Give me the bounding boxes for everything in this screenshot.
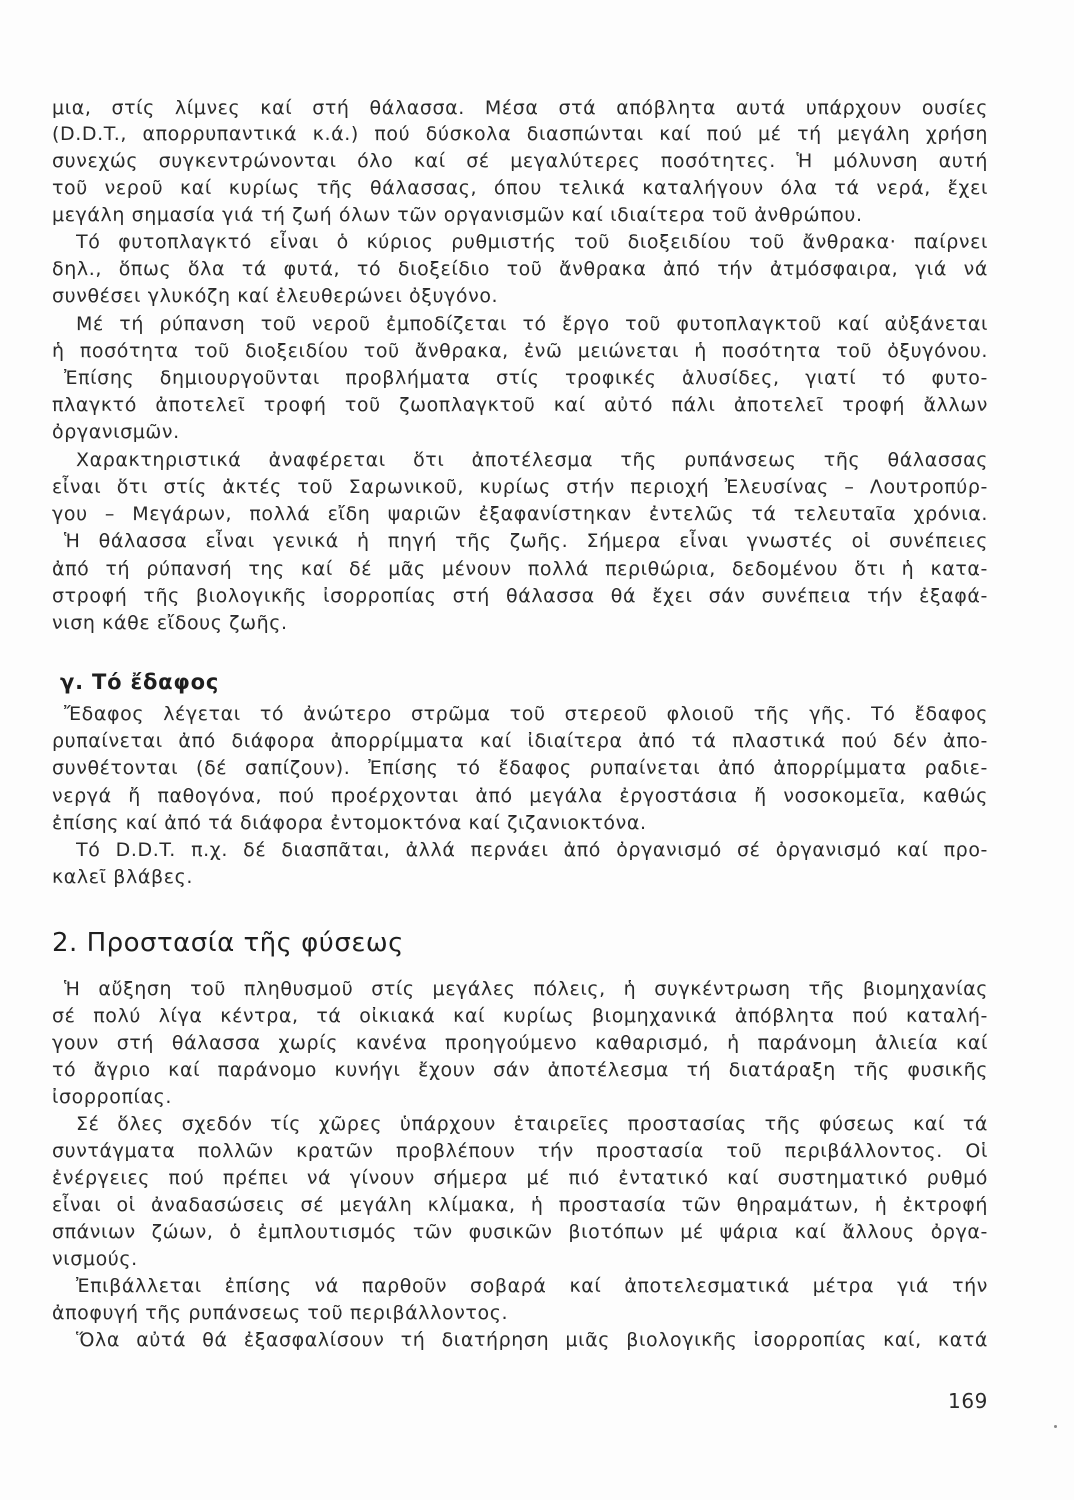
text-line: συνθέτονται (δέ σαπίζουν). Ἐπίσης τό ἔδαφος ρυπαίνεται ἀπό ἀπορρίμματα ραδιε- (52, 757, 988, 779)
text-line: ἐνέργειες πού πρέπει νά γίνουν σήμερα μέ πιό ἐντατικό καί συστηματικό ρυθμό (52, 1167, 988, 1189)
text-line: Ἔδαφος λέγεται τό ἀνώτερο στρῶμα τοῦ στερεοῦ φλοιοῦ τῆς γῆς. Τό ἔδαφος (64, 703, 988, 725)
text-line: Ὅλα αὐτά θά ἐξασφαλίσουν τή διατήρηση μιᾶς βιολογικῆς ἰσορροπίας καί, κατά (76, 1329, 988, 1351)
text-line: Ἐπίσης δημιουργοῦνται προβλήματα στίς τροφικές ἁλυσίδες, γιατί τό φυτο- (64, 367, 988, 389)
text-line: ἡ ποσότητα τοῦ διοξειδίου τοῦ ἄνθρακα, ἐνῶ μειώνεται ἡ ποσότητα τοῦ ὀξυγόνου. (52, 340, 988, 362)
text-line: Ἡ αὔξηση τοῦ πληθυσμοῦ στίς μεγάλες πόλεις, ἡ συγκέντρωση τῆς βιομηχανίας (64, 978, 988, 1000)
text-line: ἀποφυγή τῆς ρυπάνσεως τοῦ περιβάλλοντος. (52, 1302, 509, 1324)
text-line: νισμούς. (52, 1248, 138, 1270)
text-line: συντάγματα πολλῶν κρατῶν προβλέπουν τήν προστασία τοῦ περιβάλλοντος. Οἱ (52, 1140, 988, 1162)
text-line: μεγάλη σημασία γιά τή ζωή όλων τῶν οργανισμῶν καί ιδιαίτερα τοῦ ἀνθρώπου. (52, 204, 863, 226)
text-line: δηλ., ὅπως ὅλα τά φυτά, τό διοξείδιο τοῦ ἄνθρακα ἀπό τήν ἀτμόσφαιρα, γιά νά (52, 258, 988, 280)
section-heading-soil: γ. Τό ἔδαφος (60, 670, 220, 694)
text-line: νεργά ἤ παθογόνα, πού προέρχονται ἀπό μεγάλα ἐργοστάσια ἤ νοσοκομεῖα, καθώς (52, 785, 988, 807)
text-line: ἀπό τή ρύπανσή της καί δέ μᾶς μένουν πολλά περιθώρια, δεδομένου ὅτι ἡ κατα- (52, 558, 988, 580)
text-line: σέ πολύ λίγα κέντρα, τά οἰκιακά καί κυρίως βιομηχανικά ἀπόβλητα πού καταλή- (52, 1005, 988, 1027)
text-line: Τό D.D.T. π.χ. δέ διασπᾶται, ἀλλά περνάει ἀπό ὀργανισμό σέ ὀργανισμό καί προ- (76, 839, 988, 861)
text-line: εἶναι ὅτι στίς ἀκτές τοῦ Σαρωνικοῦ, κυρίως στήν περιοχή Ἐλευσίνας – Λουτροπύρ- (52, 476, 988, 498)
text-line: ἰσορροπίας. (52, 1086, 173, 1108)
text-line: Σέ ὅλες σχεδόν τίς χῶρες ὑπάρχουν ἑταιρεῖες προστασίας τῆς φύσεως καί τά (76, 1113, 988, 1135)
text-line: ρυπαίνεται ἀπό διάφορα ἀπορρίμματα καί ἰδιαίτερα ἀπό τά πλαστικά πού δέν ἀπο- (52, 730, 988, 752)
text-line: Ἡ θάλασσα εἶναι γενικά ἡ πηγή τῆς ζωῆς. Σήμερα εἶναι γνωστές οἱ συνέπειες (64, 530, 988, 552)
text-line: Τό φυτοπλαγκτό εἶναι ὁ κύριος ρυθμιστής τοῦ διοξειδίου τοῦ ἄνθρακα· παίρνει (76, 231, 988, 253)
text-line: καλεῖ βλάβες. (52, 866, 193, 888)
text-line: συνθέσει γλυκόζη καί ἐλευθερώνει ὀξυγόνο. (52, 285, 499, 307)
text-line: τό ἄγριο καί παράνομο κυνήγι ἔχουν σάν ἀποτέλεσμα τή διατάραξη τῆς φυσικῆς (52, 1059, 988, 1081)
text-line: συνεχώς συγκεντρώνονται όλο καί σέ μεγαλύτερες ποσότητες. Ἡ μόλυνση αυτή (52, 150, 988, 172)
text-line: Χαρακτηριστικά ἀναφέρεται ὅτι ἀποτέλεσμα τῆς ρυπάνσεως τῆς θάλασσας (76, 449, 988, 471)
scan-speck (1054, 1425, 1057, 1428)
text-line: (D.D.T., απορρυπαντικά κ.ά.) πού δύσκολα διασπώνται καί πού μέ τή μεγάλη χρήση (52, 123, 988, 145)
text-line: εἶναι οἱ ἀναδασώσεις σέ μεγάλη κλίμακα, ἡ προστασία τῶν θηραμάτων, ἡ ἐκτροφή (52, 1194, 988, 1216)
text-line: μια, στίς λίμνες καί στή θάλασσα. Μέσα στά απόβλητα αυτά υπάρχουν ουσίες (52, 97, 988, 119)
text-line: Ἐπιβάλλεται ἐπίσης νά παρθοῦν σοβαρά καί ἀποτελεσματικά μέτρα γιά τήν (76, 1275, 988, 1297)
text-line: τοῦ νεροῦ καί κυρίως τῆς θάλασσας, όπου τελικά καταλήγουν όλα τά νερά, ἔχει (52, 177, 988, 199)
text-line: σπάνιων ζώων, ὁ ἐμπλουτισμός τῶν φυσικῶν βιοτόπων μέ ψάρια καί ἄλλους ὀργα- (52, 1221, 988, 1243)
text-line: Μέ τή ρύπανση τοῦ νεροῦ ἐμποδίζεται τό ἔργο τοῦ φυτοπλαγκτοῦ καί αὐξάνεται (76, 313, 988, 335)
section-heading-protection: 2. Προστασία τῆς φύσεως (52, 928, 404, 958)
text-line: ἐπίσης καί ἀπό τά διάφορα ἐντομοκτόνα καί ζιζανιοκτόνα. (52, 812, 647, 834)
text-line: πλαγκτό ἀποτελεῖ τροφή τοῦ ζωοπλαγκτοῦ καί αὐτό πάλι ἀποτελεῖ τροφή ἄλλων (52, 394, 988, 416)
text-line: στροφή τῆς βιολογικῆς ἰσορροπίας στή θάλασσα θά ἔχει σάν συνέπεια τήν ἐξαφά- (52, 585, 988, 607)
text-line: νιση κάθε εἴδους ζωῆς. (52, 612, 288, 634)
text-line: γουν στή θάλασσα χωρίς κανένα προηγούμενο καθαρισμό, ἡ παράνομη ἁλιεία καί (52, 1032, 988, 1054)
text-line: ὀργανισμῶν. (52, 421, 180, 443)
text-line: γου – Μεγάρων, πολλά εἴδη ψαριῶν ἐξαφανίστηκαν ἐντελῶς τά τελευταῖα χρόνια. (52, 503, 988, 525)
page-number: 169 (948, 1389, 988, 1413)
